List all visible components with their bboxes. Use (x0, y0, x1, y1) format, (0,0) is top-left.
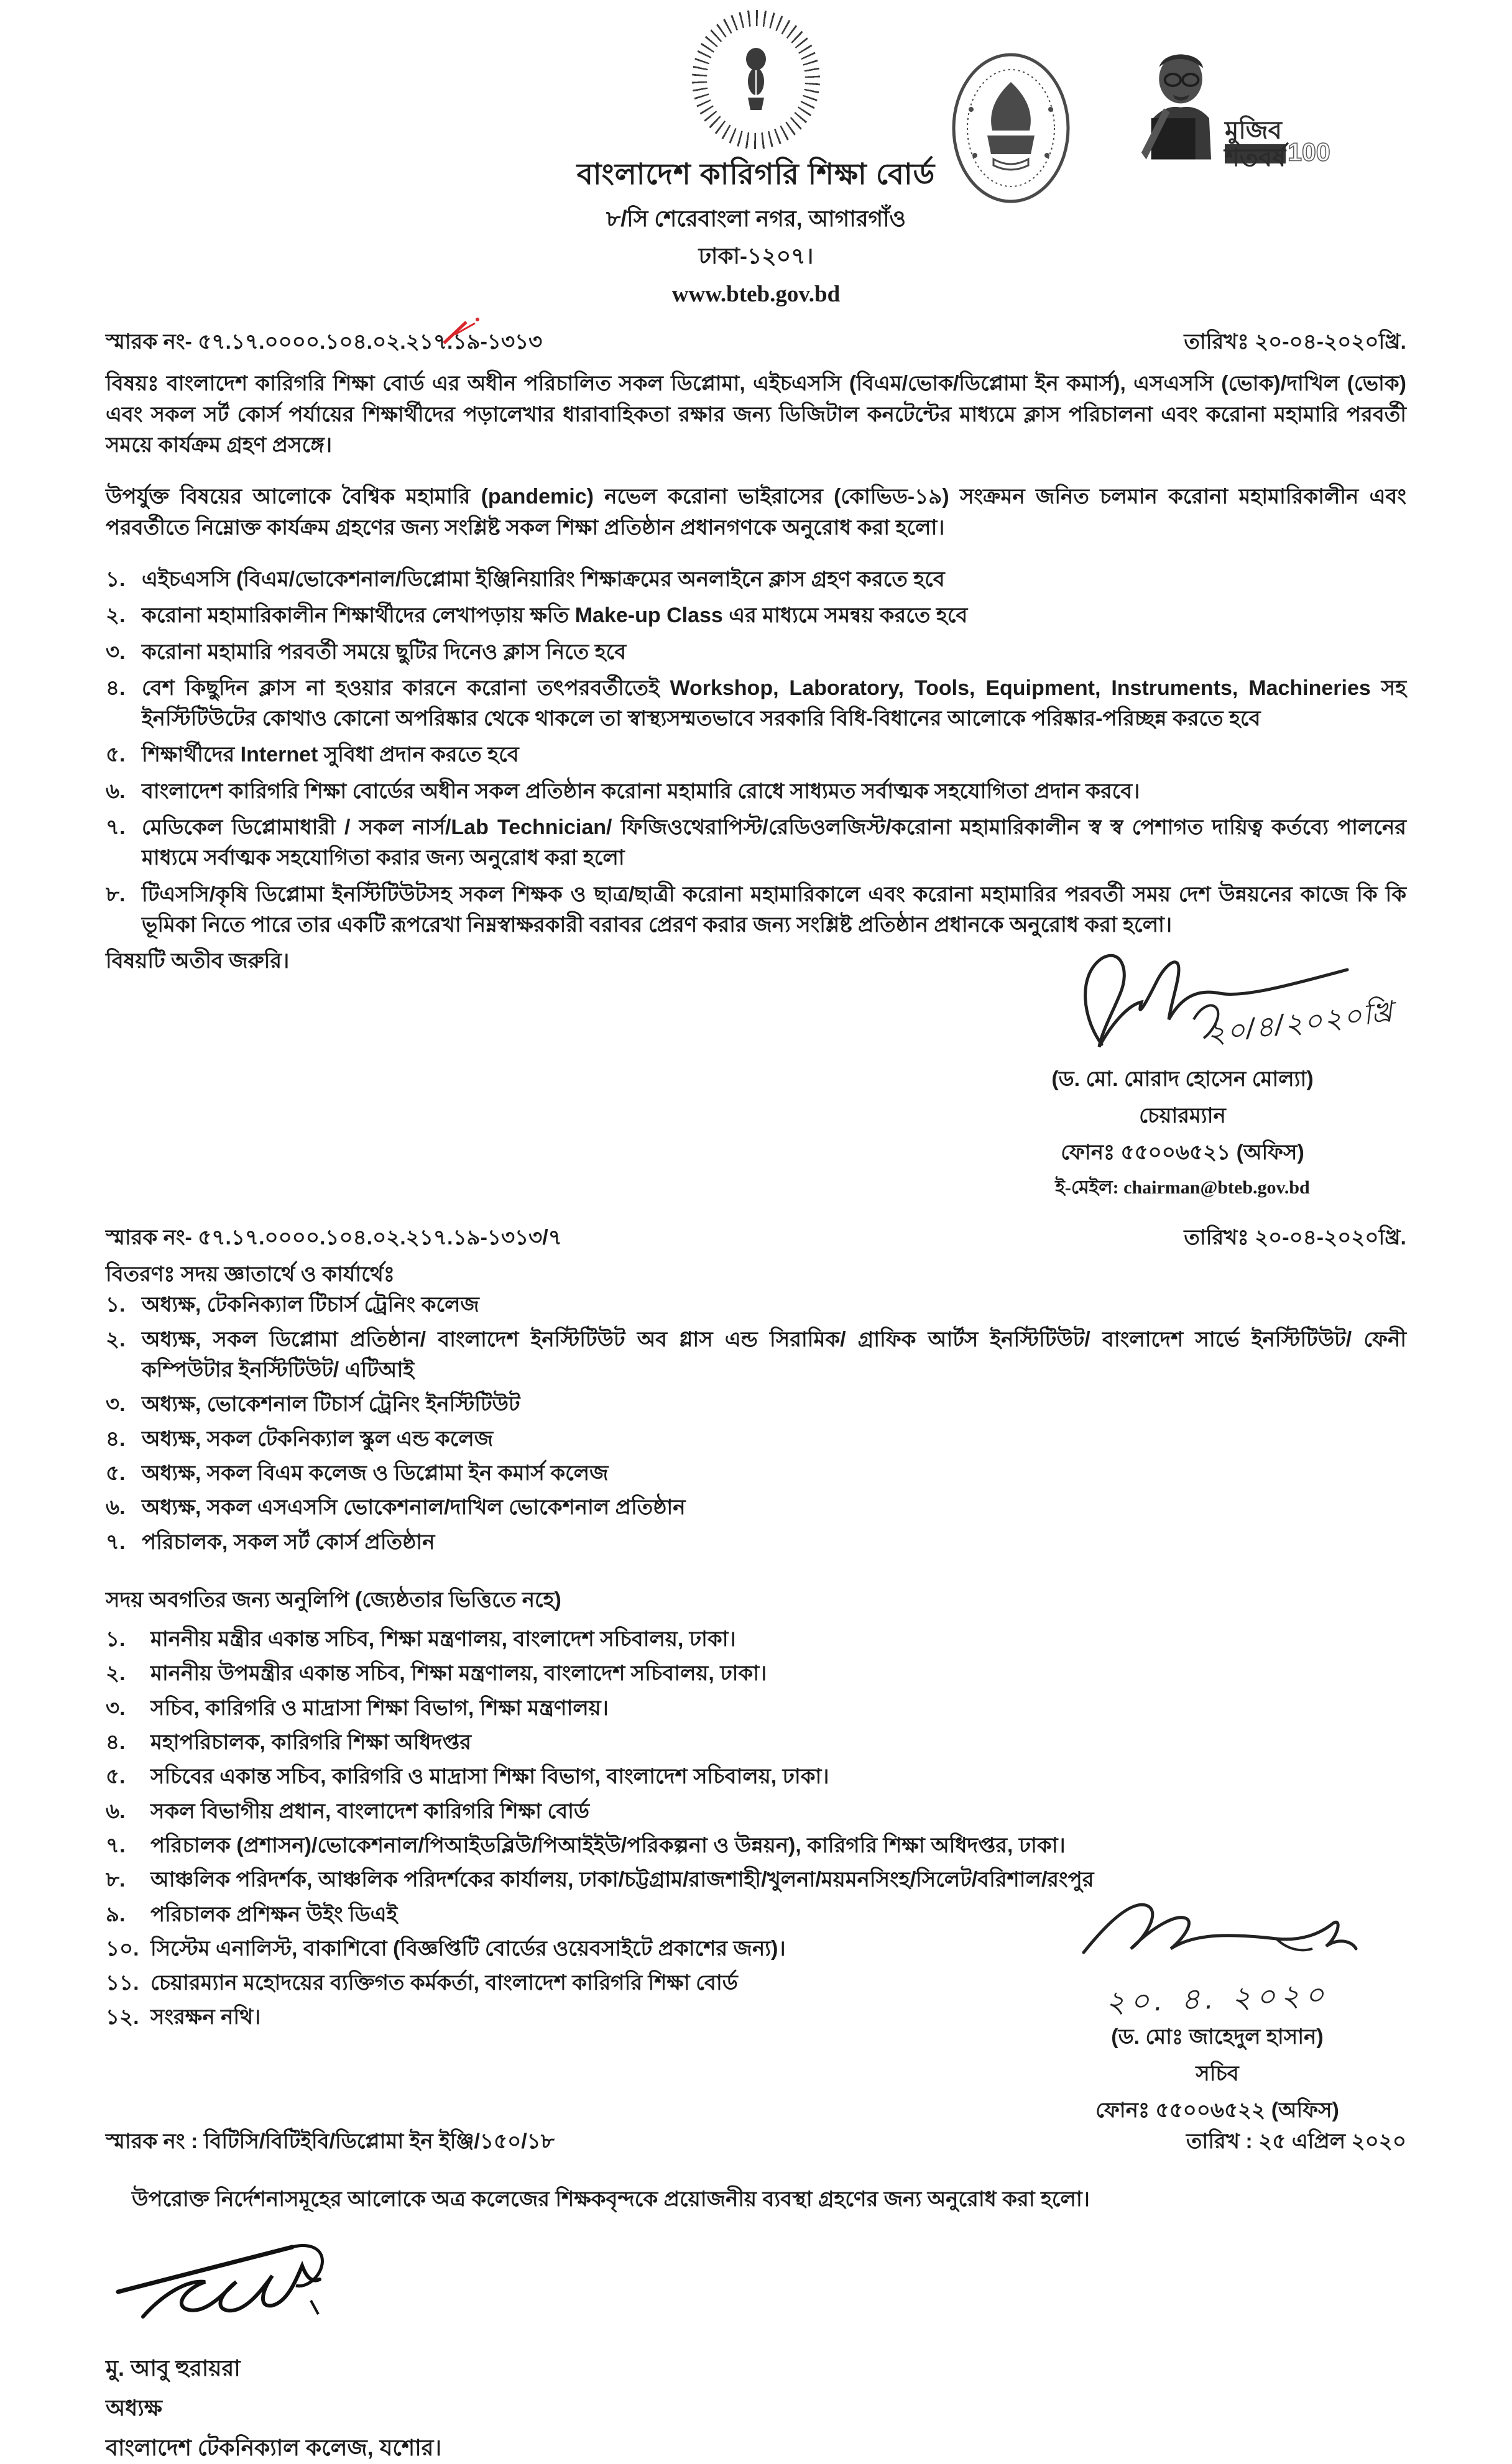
directive-text: টিএসসি/কৃষি ডিপ্লোমা ইনস্টিটিউটসহ সকল শিক্ষক ও ছাত্র/ছাত্রী করোনা মহামারিকালে এবং করোনা মহামারির পরবর্তী সময় দেশ উন্নয়নের কাজে কি কি ভূমিকা নিতে পারে তার একটি রূপরেখা নিম্নস্বাক্ষরকারী বরাবর প্রেরণ করার জন্য সংশ্লিষ্ট প্রতিষ্ঠান প্রধানকে অনুরোধ করা হলো। (142, 882, 1406, 937)
cc-text: সচিবের একান্ত সচিব, কারিগরি ও মাদ্রাসা শিক্ষা বিভাগ, বাংলাদেশ সচিবালয়, ঢাকা। (150, 1765, 829, 1789)
cc-item (106, 1796, 1406, 1827)
cc-number: ২. (106, 1662, 126, 1686)
chairman-title: চেয়ারম্যান (1139, 1103, 1226, 1128)
distribution-number: ৫. (106, 1461, 126, 1485)
cc-number: ৮. (106, 1868, 126, 1892)
cc-text: পরিচালক (প্রশাসন)/ভোকেশনাল/পিআইডব্লিউ/পিআইইউ/পরিকল্পনা ও উন্নয়ন), কারিগরি শিক্ষা অধিদপ্তর, ঢাকা। (150, 1833, 1066, 1857)
distribution-text: অধ্যক্ষ, ভোকেশনাল টিচার্স ট্রেনিং ইনস্টিটিউট (142, 1392, 520, 1417)
memo3-number: স্মারক নং : বিটিসি/বিটিইবি/ডিপ্লোমা ইন ইঞ্জি/১৫০/১৮ (106, 2129, 555, 2153)
directives-list (106, 564, 1406, 940)
cc-text: সকল বিভাগীয় প্রধান, বাংলাদেশ কারিগরি শিক্ষা বোর্ড (150, 1799, 590, 1823)
chairman-signature-block (959, 945, 1406, 1202)
distribution-number: ৬. (106, 1496, 126, 1520)
cc-text: মাননীয় মন্ত্রীর একান্ত সচিব, শিক্ষা মন্ত্রণালয়, বাংলাদেশ সচিবালয়, ঢাকা। (150, 1627, 736, 1652)
cc-text: পরিচালক প্রশিক্ষন উইং ডিএই (150, 1902, 398, 1926)
org-city: ঢাকা-১২০৭। (698, 243, 814, 269)
chairman-email: ই-মেইল: chairman@bteb.gov.bd (1055, 1177, 1310, 1198)
distribution-number: ৩. (106, 1392, 126, 1417)
cc-text: আঞ্চলিক পরিদর্শক, আঞ্চলিক পরিদর্শকের কার্যালয়, ঢাকা/চট্টগ্রাম/রাজশাহী/খুলনা/ময়মনসিংহ/সিলেট/বরিশাল/রংপুর (150, 1868, 1094, 1892)
memo1-row (106, 327, 1406, 357)
memo2-date: তারিখঃ ২০-০৪-২০২০খ্রি. (1184, 1225, 1406, 1249)
directive-item (106, 637, 1406, 668)
mujib-100-outline-icon (1286, 131, 1333, 174)
urgent-note: বিষয়টি অতীব জরুরি। (106, 949, 290, 973)
distribution-number: ৪. (106, 1427, 126, 1451)
seal-emblem-icon (734, 45, 778, 114)
cc-heading: সদয় অবগতির জন্য অনুলিপি (জ্যেষ্ঠতার ভিত্তিতে নহে) (106, 1588, 561, 1612)
distribution-item (106, 1389, 1406, 1420)
mujib-borsho-100-logo-icon (1132, 35, 1333, 174)
directive-number: ৭. (106, 816, 126, 840)
cc-number: ৩. (106, 1696, 126, 1720)
directive-item (106, 740, 1406, 770)
cc-text: সচিব, কারিগরি ও মাদ্রাসা শিক্ষা বিভাগ, শিক্ষা মন্ত্রণালয়। (150, 1696, 609, 1720)
memo2-row (106, 1223, 1406, 1253)
principal-signature-icon (106, 2236, 1406, 2344)
org-name: বাংলাদেশ কারিগরি শিক্ষা বোর্ড (576, 157, 936, 190)
memo2-number: স্মারক নং- ৫৭.১৭.০০০০.১০৪.০২.২১৭.১৯-১৩১৩/৭ (106, 1225, 562, 1249)
distribution-text: অধ্যক্ষ, সকল ডিপ্লোমা প্রতিষ্ঠান/ বাংলাদেশ ইনস্টিটিউট অব গ্লাস এন্ড সিরামিক/ গ্রাফিক আর্টস ইনস্টিটিউট/ বাংলাদেশ সার্ভে ইনস্টিটিউট/ ফেনী কম্পিউটার ইনস্টিটিউট/ এটিআই (142, 1327, 1406, 1382)
directive-text: শিক্ষার্থীদের Internet সুবিধা প্রদান করতে হবে (142, 743, 519, 767)
mujib-logo-text: মুজিব শতবর্ষ (1225, 117, 1286, 174)
directive-number: ৩. (106, 640, 126, 664)
directive-text: বেশ কিছুদিন ক্লাস না হওয়ার কারনে করোনা তৎপরবর্তীতেই Workshop, Laboratory, Tools, Equipment, Instruments, Machineries সহ ইনস্টিটিউটের কোথাও কোনো অপরিষ্কার থেকে থাকলে তা স্বাস্থ্যসম্মতভাবে সরকারি বিধি-বিধানের আলোকে পরিষ্কার-পরিচ্ছন্ন করতে হবে (142, 676, 1406, 731)
secretary-phone: ফোনঃ ৫৫০০৬৫২২ (অফিস) (1095, 2099, 1339, 2123)
distribution-text: অধ্যক্ষ, টেকনিক্যাল টিচার্স ট্রেনিং কলেজ (142, 1293, 479, 1317)
cc-number: ৫. (106, 1765, 126, 1789)
directive-number: ৮. (106, 882, 126, 906)
directive-number: ৫. (106, 743, 126, 767)
secretary-signature-icon (1018, 1884, 1416, 1977)
directive-number: ৪. (106, 676, 126, 700)
secretary-handwritten-date: ২০. ৪. ২০২০ (1105, 1978, 1330, 2020)
directive-number: ২. (106, 604, 126, 628)
directive-text: করোনা মহামারি পরবর্তী সময়ে ছুটির দিনেও ক্লাস নিতে হবে (142, 640, 627, 664)
cc-item (106, 1693, 1406, 1724)
cc-number: ১. (106, 1627, 126, 1652)
cc-text: সিস্টেম এনালিস্ট, বাকাশিবো (বিজ্ঞপ্তিটি বোর্ডের ওয়েবসাইটে প্রকাশের জন্য)। (150, 1936, 786, 1961)
directive-item (106, 564, 1406, 595)
principal-name: মু. আবু হুরায়রা (106, 2355, 241, 2381)
directive-text: করোনা মহামারিকালীন শিক্ষার্থীদের লেখাপড়ায় ক্ষতি Make-up Class এর মাধ্যমে সমন্বয় করতে হবে (142, 604, 968, 628)
distribution-item (106, 1325, 1406, 1386)
directive-number: ৬. (106, 779, 126, 803)
cc-number: ১১. (106, 1971, 139, 1995)
intro-paragraph: উপর্যুক্ত বিষয়ের আলোকে বৈশ্বিক মহামারি (pandemic) নভেল করোনা ভাইরাসের (কোভিড-১৯) সংক্রমন জনিত চলমান করোনা মহামারিকালীন এবং পরবর্তীতে নিম্নোক্ত কার্যক্রম গ্রহণের জন্য সংশ্লিষ্ট সকল শিক্ষা প্রতিষ্ঠান প্রধানগণকে অনুরোধ করা হলো। (106, 485, 1406, 540)
distribution-number: ১. (106, 1293, 126, 1317)
directive-item (106, 600, 1406, 631)
memo3-date: তারিখ : ২৫ এপ্রিল ২০২০ (1186, 2129, 1406, 2153)
cc-item (106, 1727, 1406, 1758)
directive-text: এইচএসসি (বিএম/ভোকেশনাল/ডিপ্লোমা ইঞ্জিনিয়ারিং শিক্ষাক্রমের অনলাইনে ক্লাস গ্রহণ করতে হবে (142, 567, 945, 591)
directive-item (106, 673, 1406, 735)
org-website: www.bteb.gov.bd (671, 281, 841, 307)
cc-number: ৪. (106, 1731, 126, 1755)
cc-text: মহাপরিচালক, কারিগরি শিক্ষা অধিদপ্তর (150, 1731, 471, 1755)
chairman-name: (ড. মো. মোরাদ হোসেন মোল্যা) (1051, 1067, 1314, 1091)
cc-item (106, 1624, 1406, 1655)
cc-text: চেয়ারম্যান মহোদয়ের ব্যক্তিগত কর্মকর্তা, বাংলাদেশ কারিগরি শিক্ষা বোর্ড (150, 1971, 738, 1995)
mujib-portrait-icon (1132, 35, 1225, 174)
subject-line: বিষয়ঃ বাংলাদেশ কারিগরি শিক্ষা বোর্ড এর অধীন পরিচালিত সকল ডিপ্লোমা, এইচএসসি (বিএম/ভোক/ডিপ্লোমা ইন কমার্স), এসএসসি (ভোক)/দাখিল (ভোক) এবং সকল সর্ট কোর্স পর্যায়ের শিক্ষার্থীদের পড়ালেখার ধারাবাহিকতা রক্ষার জন্য ডিজিটাল কনটেন্টের মাধ্যমে ক্লাস পরিচালনা এবং করোনা মহামারি পরবর্তী সময়ে কার্যক্রম গ্রহণ প্রসঙ্গে। (106, 372, 1406, 457)
directive-item (106, 812, 1406, 874)
memo3-row (106, 2126, 1406, 2157)
closing-paragraph: উপরোক্ত নির্দেশনাসমূহের আলোকে অত্র কলেজের শিক্ষকবৃন্দকে প্রয়োজনীয় ব্যবস্থা গ্রহণের জন্য অনুরোধ করা হলো। (132, 2187, 1090, 2212)
distribution-number: ২. (106, 1327, 126, 1351)
cc-section (106, 1585, 1406, 2123)
distribution-item (106, 1290, 1406, 1320)
secretary-title: সচিব (1196, 2062, 1239, 2086)
directive-item (106, 776, 1406, 807)
cc-number: ৯. (106, 1902, 126, 1926)
secretary-signature-block (1018, 1884, 1416, 2126)
chairman-phone: ফোনঃ ৫৫০০৬৫২১ (অফিস) (1061, 1141, 1304, 1165)
cc-item (106, 1658, 1406, 1689)
cc-text: সংরক্ষন নথি। (150, 2005, 261, 2030)
directive-text: মেডিকেল ডিপ্লোমাধারী / সকল নার্স/Lab Technician/ ফিজিওথেরাপিস্ট/রেডিওলজিস্ট/করোনা মহামারিকালীন স্ব স্ব পেশাগত দায়িত্ব কর্তব্যে পালনের মাধ্যমে সর্বাত্মক সহযোগিতা করার জন্য অনুরোধ করা হলো (142, 816, 1406, 870)
distribution-text: অধ্যক্ষ, সকল টেকনিক্যাল স্কুল এন্ড কলেজ (142, 1427, 494, 1451)
distribution-item (106, 1458, 1406, 1489)
distribution-number: ৭. (106, 1530, 126, 1554)
cc-number: ১০. (106, 1936, 139, 1961)
red-checkmark-icon (439, 316, 485, 356)
secretary-name: (ড. মোঃ জাহেদুল হাসান) (1111, 2025, 1324, 2049)
distribution-text: অধ্যক্ষ, সকল এসএসসি ভোকেশনাল/দাখিল ভোকেশনাল প্রতিষ্ঠান (142, 1496, 686, 1520)
distribution-item (106, 1424, 1406, 1455)
letterhead (106, 10, 1406, 311)
chairman-signature-icon (959, 945, 1406, 1063)
memo1-number: স্মারক নং- ৫৭.১৭.০০০০.১০৪.০২.২১৭.১৯-১৩১৩ (106, 330, 543, 354)
principal-title: অধ্যক্ষ (106, 2394, 162, 2420)
cc-number: ৭. (106, 1833, 126, 1857)
directive-number: ১. (106, 567, 126, 591)
distribution-item (106, 1492, 1406, 1523)
distribution-item (106, 1527, 1406, 1558)
memo1-date: তারিখঃ ২০-০৪-২০২০খ্রি. (1184, 330, 1406, 354)
distribution-text: পরিচালক, সকল সর্ট কোর্স প্রতিষ্ঠান (142, 1530, 435, 1554)
cc-number: ৬. (106, 1799, 126, 1823)
bteb-starburst-seal-icon (692, 10, 820, 149)
distribution-list (106, 1290, 1406, 1557)
principal-institute: বাংলাদেশ টেকনিক্যাল কলেজ, যশোর। (106, 2434, 442, 2460)
distribution-text: অধ্যক্ষ, সকল বিএম কলেজ ও ডিপ্লোমা ইন কমার্স কলেজ (142, 1461, 609, 1485)
chairman-handwritten-date: ২০/৪/২০২০খ্রি (1204, 995, 1396, 1050)
directive-text: বাংলাদেশ কারিগরি শিক্ষা বোর্ডের অধীন সকল প্রতিষ্ঠান করোনা মহামারি রোধে সাধ্যমত সর্বাত্মক সহযোগিতা প্রদান করবে। (142, 779, 1140, 803)
distribution-heading: বিতরণঃ সদয় জ্ঞাতার্থে ও কার্যার্থেঃ (106, 1262, 395, 1287)
cc-text: মাননীয় উপমন্ত্রীর একান্ত সচিব, শিক্ষা মন্ত্রণালয়, বাংলাদেশ সচিবালয়, ঢাকা। (150, 1662, 767, 1686)
svg-text:100: 100 (1288, 137, 1330, 167)
institution-round-seal-icon (950, 50, 1072, 206)
cc-number: ১২. (106, 2005, 139, 2030)
org-address: ৮/সি শেরেবাংলা নগর, আগারগাঁও (606, 206, 906, 232)
directive-item (106, 880, 1406, 941)
cc-item (106, 1762, 1406, 1792)
urgent-row (106, 946, 1406, 1202)
cc-item (106, 1831, 1406, 1861)
principal-signature-block (106, 2236, 1406, 2464)
